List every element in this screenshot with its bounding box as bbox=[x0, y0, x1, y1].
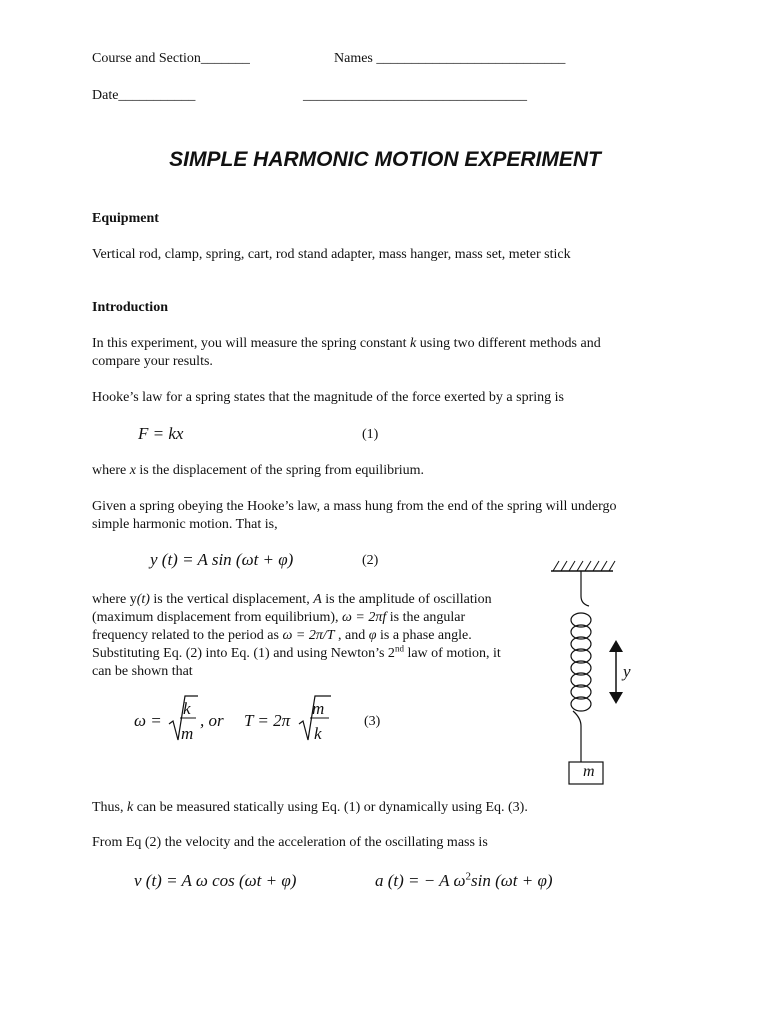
text-run: Thus, bbox=[92, 800, 127, 815]
text-run: Substituting Eq. (2) into Eq. (1) and using Newton’s 2 bbox=[92, 646, 395, 661]
variable-t: (t) bbox=[136, 592, 150, 607]
velocity-equation: v (t) = A ω cos (ωt + φ) bbox=[134, 871, 297, 890]
definitions-line-5: can be shown that bbox=[92, 664, 193, 679]
omega-expression: ω = 2πf bbox=[342, 610, 387, 625]
eq3-or: , or bbox=[200, 711, 224, 730]
eq3-numerator-m: m bbox=[312, 699, 325, 718]
eq3-denominator-k: k bbox=[314, 724, 322, 743]
text-run: using two different methods and bbox=[416, 336, 601, 351]
text-run: a (t) = − A ω bbox=[375, 871, 466, 890]
date-field: Date___________ bbox=[92, 88, 196, 103]
figure-y-label: y bbox=[623, 662, 631, 681]
eq3-denominator-m: m bbox=[181, 724, 194, 743]
shm-paragraph-line-2: simple harmonic motion. That is, bbox=[92, 517, 278, 532]
intro-paragraph-1-line-1 bbox=[92, 335, 601, 353]
arrow-down-head bbox=[609, 692, 623, 704]
eq3-T: T = 2π bbox=[244, 711, 291, 730]
equipment-text: Vertical rod, clamp, spring, cart, rod stand adapter, mass hanger, mass set, meter stick bbox=[92, 247, 571, 262]
displacement-paragraph bbox=[92, 462, 424, 480]
text-run: In this experiment, you will measure the spring constant bbox=[92, 336, 411, 351]
page-title: SIMPLE HARMONIC MOTION EXPERIMENT bbox=[169, 148, 601, 171]
shm-paragraph-line-1: Given a spring obeying the Hooke’s law, a mass hung from the end of the spring will undergo bbox=[92, 499, 617, 514]
arrow-up-head bbox=[609, 640, 623, 652]
names-field-line2: ________________________________ bbox=[303, 88, 527, 103]
equation-2-number: (2) bbox=[362, 553, 379, 568]
names-field: Names ___________________________ bbox=[334, 51, 566, 66]
text-run: is a phase angle. bbox=[376, 628, 472, 643]
spring-top-wire bbox=[581, 571, 589, 606]
definitions-line-4 bbox=[92, 645, 501, 663]
figure-mass-label: m bbox=[583, 763, 595, 780]
text-run: where y bbox=[92, 592, 137, 607]
acceleration-equation bbox=[375, 871, 553, 891]
equation-2: y (t) = A sin (ωt + φ) bbox=[150, 550, 294, 569]
definitions-line-3 bbox=[92, 627, 472, 645]
text-run: sin (ωt + φ) bbox=[471, 871, 553, 890]
course-section-field: Course and Section_______ bbox=[92, 51, 250, 66]
text-run: is the angular bbox=[386, 610, 466, 625]
spring-bottom-wire bbox=[573, 711, 581, 762]
equation-1-number: (1) bbox=[362, 427, 379, 442]
variable-k: k bbox=[127, 800, 134, 815]
thus-paragraph bbox=[92, 799, 528, 817]
ceiling-hatch bbox=[553, 561, 615, 571]
eq3-omega: ω = bbox=[134, 711, 162, 730]
omega-period-expression: ω = 2π/T bbox=[282, 628, 335, 643]
intro-paragraph-1-line-2: compare your results. bbox=[92, 354, 213, 369]
text-run: is the amplitude of oscillation bbox=[321, 592, 492, 607]
eq3-numerator-k: k bbox=[183, 699, 191, 718]
text-run: law of motion, it bbox=[403, 646, 501, 661]
text-run: frequency related to the period as bbox=[92, 628, 283, 643]
sqrt-sign-2 bbox=[298, 694, 332, 744]
equipment-heading: Equipment bbox=[92, 211, 159, 226]
spring-coils bbox=[571, 613, 591, 711]
superscript-nd: nd bbox=[394, 643, 404, 654]
variable-k: k bbox=[410, 336, 417, 351]
definitions-line-2 bbox=[92, 609, 465, 627]
variable-phi: φ bbox=[368, 628, 377, 643]
sqrt-sign-1 bbox=[168, 694, 198, 744]
velocity-paragraph: From Eq (2) the velocity and the acceleration of the oscillating mass is bbox=[92, 835, 488, 850]
text-run: , and bbox=[334, 628, 369, 643]
text-run: (maximum displacement from equilibrium), bbox=[92, 610, 342, 625]
equation-1: F = kx bbox=[138, 424, 184, 443]
variable-x: x bbox=[129, 463, 136, 478]
hookes-law-paragraph: Hooke’s law for a spring states that the magnitude of the force exerted by a spring is bbox=[92, 390, 564, 405]
superscript-2: 2 bbox=[465, 870, 472, 883]
text-run: can be measured statically using Eq. (1) or dynamically using Eq. (3). bbox=[133, 800, 528, 815]
variable-A: A bbox=[313, 592, 322, 607]
equation-3-number: (3) bbox=[364, 714, 381, 729]
text-run: where bbox=[92, 463, 130, 478]
text-run: is the vertical displacement, bbox=[149, 592, 314, 607]
definitions-line-1 bbox=[92, 591, 492, 609]
introduction-heading: Introduction bbox=[92, 300, 168, 315]
text-run: is the displacement of the spring from equilibrium. bbox=[135, 463, 425, 478]
